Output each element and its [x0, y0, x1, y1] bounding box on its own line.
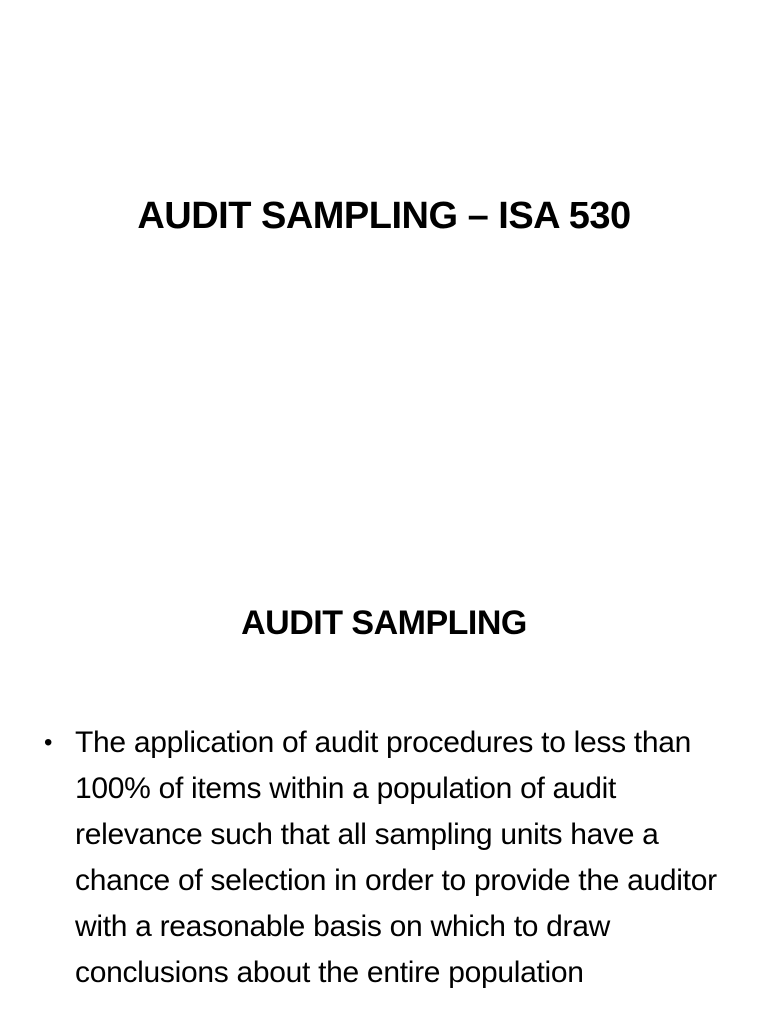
- slide-title-heading: AUDIT SAMPLING – ISA 530: [137, 195, 631, 237]
- bullet-text: The application of audit procedures to less than 100% of items within a population of audit relevance such that all sampling units have a chance of selection in order to provide the auditor with a reasonable basis on which to draw conclusions about the entire population: [75, 726, 717, 989]
- slide-definition-heading: AUDIT SAMPLING: [241, 604, 527, 642]
- bullet-list: [44, 720, 744, 996]
- bullet-dot-icon: •: [44, 729, 53, 756]
- bullet-item: [44, 720, 744, 996]
- slide-definition: [0, 560, 768, 1024]
